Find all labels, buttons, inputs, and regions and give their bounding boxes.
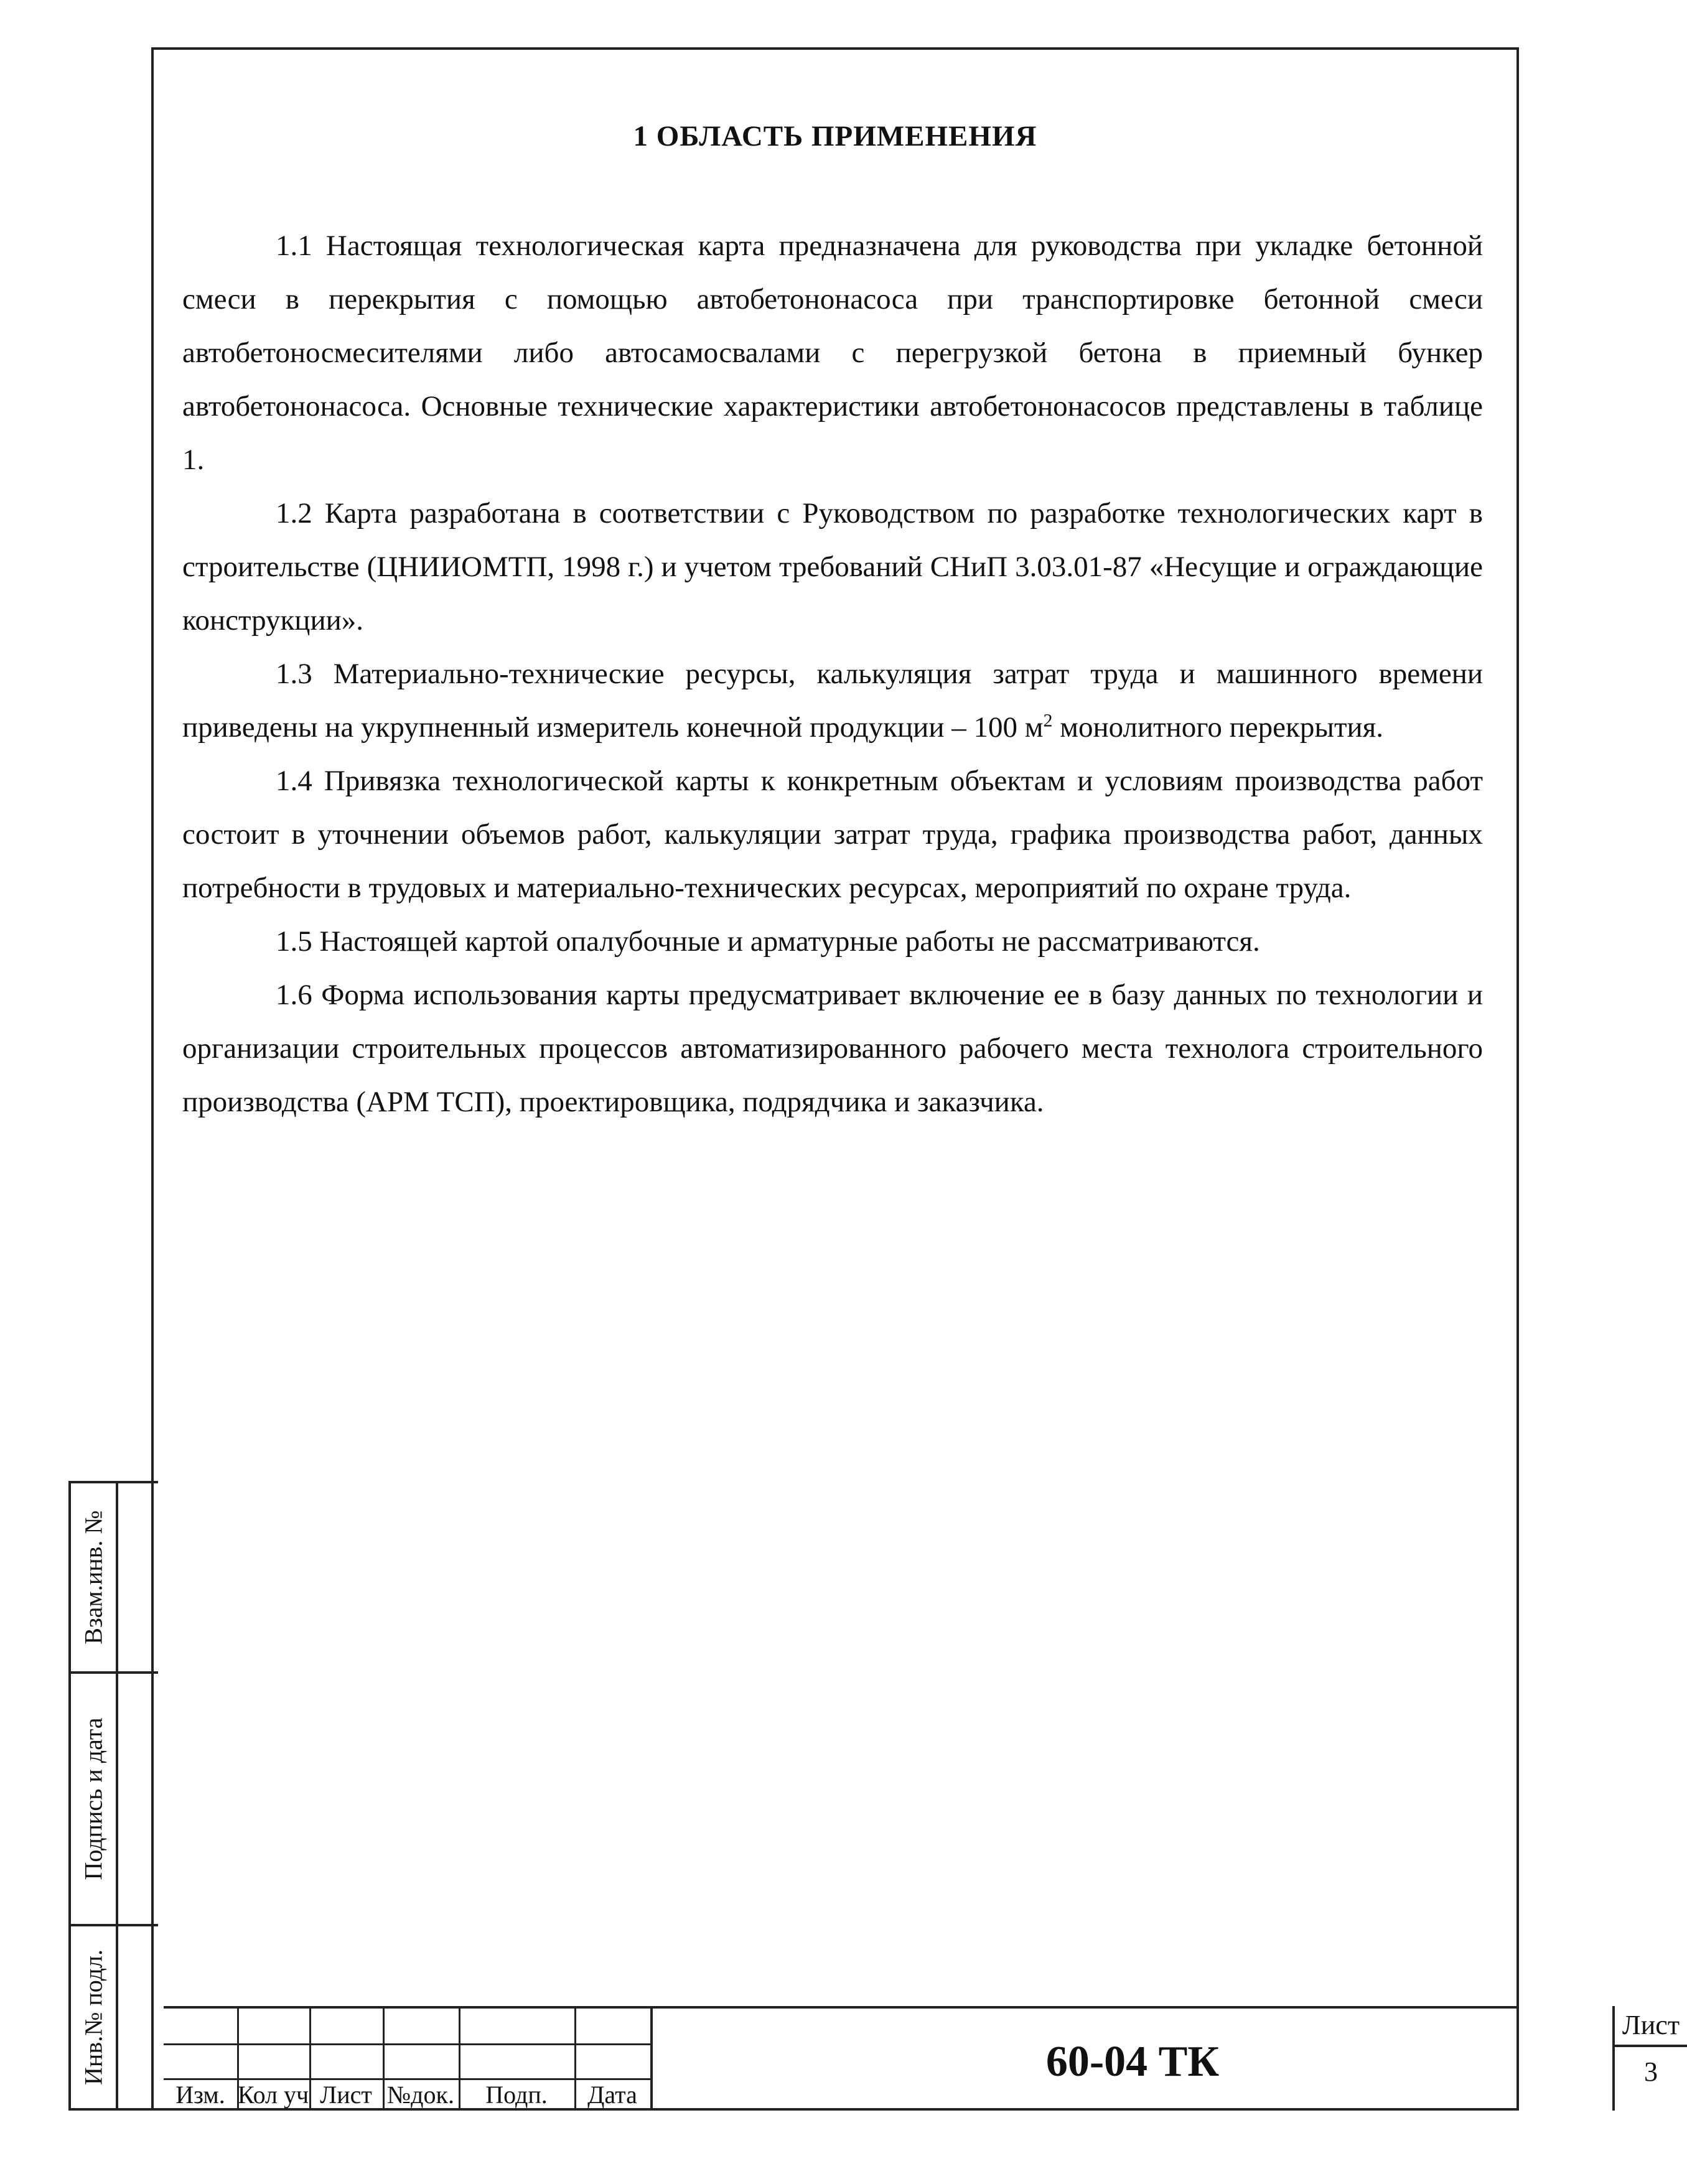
- header-ndok: №док.: [387, 2081, 454, 2109]
- sheet-label: Лист: [1615, 2006, 1687, 2047]
- header-list: Лист: [320, 2081, 372, 2109]
- header-kol-uch: Кол уч: [237, 2081, 309, 2109]
- title-block: [164, 2006, 1680, 2111]
- paragraph-1-4: 1.4 Привязка технологической карты к конкретным объектам и условиям производства работ состоит в уточнении объемов работ, калькуляции затрат труда, графика производства работ, данных потребности в трудовых и материально-технических ресурсах, мероприятий по охране труда.: [182, 765, 1483, 904]
- side-cell-signature: [68, 1671, 158, 1926]
- paragraph-1-1: 1.1 Настоящая технологическая карта предназначена для руководства при укладке бетонной смеси в перекрытия с помощью автобетононасоса при транспортировке бетонной смеси автобетоносмесителями либо автосамосвалами с перегрузкой бетона в приемный бункер автобетононасоса. Основные технические характеристики автобетононасосов представлены в таблице 1.: [182, 230, 1483, 476]
- section-title: 1 ОБЛАСТЬ ПРИМЕНЕНИЯ: [633, 120, 1037, 152]
- sheet-cell: [1612, 2006, 1687, 2111]
- document-code: 60-04 ТК: [1045, 2038, 1220, 2086]
- paragraph-1-3-tail: монолитного перекрытия.: [1052, 711, 1384, 744]
- side-label-original-inv: Инв.№ подл.: [79, 1949, 108, 2085]
- body-text: [182, 219, 1483, 1129]
- document-code-cell: [650, 2006, 1612, 2111]
- sheet-number: 3: [1644, 2056, 1658, 2087]
- paragraph-1-6: 1.6 Форма использования карты предусматривает включение ее в базу данных по технологии и организации строительных процессов автоматизированного рабочего места технолога строительного производства (АРМ ТСП), проектировщика, подрядчика и заказчика.: [182, 979, 1483, 1118]
- header-izm: Изм.: [175, 2081, 225, 2109]
- paragraph-1-2: 1.2 Карта разработана в соответствии с Руководством по разработке технологических карт в строительстве (ЦНИИОМТП, 1998 г.) и учетом требований СНиП 3.03.01-87 «Несущие и ограждающие конструкции».: [182, 497, 1483, 637]
- paragraph-1-3-text: 1.3 Материально-технические ресурсы, калькуляция затрат труда и машинного времени приведены на укрупненный измеритель конечной продукции – 100 м: [182, 658, 1483, 744]
- side-stamp: [68, 1481, 158, 2111]
- paragraph-1-5: 1.5 Настоящей картой опалубочные и арматурные работы не рассматриваются.: [276, 925, 1260, 958]
- side-cell-original: [68, 1924, 158, 2111]
- side-label-replacement-inv: Взам.инв. №: [79, 1510, 108, 1645]
- revision-grid: [164, 2006, 650, 2111]
- header-podp: Подп.: [485, 2081, 548, 2109]
- paragraph-1-3: [182, 647, 1483, 754]
- header-data: Дата: [587, 2081, 637, 2109]
- side-label-signature-date: Подпись и дата: [79, 1717, 108, 1880]
- side-cell-replacement: [68, 1481, 158, 1674]
- superscript-2: 2: [1043, 710, 1053, 731]
